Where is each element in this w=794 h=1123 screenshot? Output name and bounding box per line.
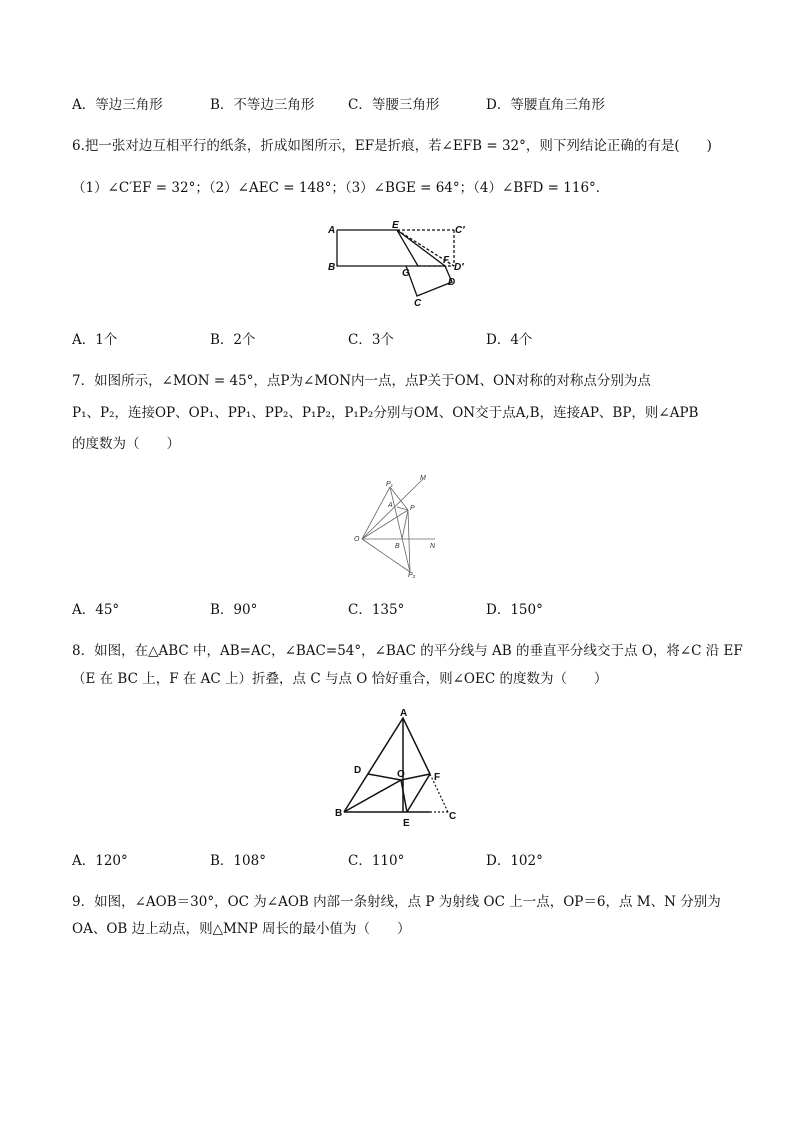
q7-label-b: B [395,543,400,550]
q7-segment-op1 [362,487,390,539]
q8-option-d: D．102° [486,853,543,869]
q5-option-c: C．等腰三角形 [348,97,440,113]
q8-option-c: C．110° [348,853,405,869]
q7-label-p1: P₁ [386,481,393,488]
q7-option-d: D．150° [486,602,543,618]
q8-segment-oe [401,780,407,812]
q6-conclusions: （1）∠C′EF = 32°；（2）∠AEC = 148°；（3）∠BGE = 64°；（4）∠BFD = 116°． [72,180,610,196]
q6-option-d: D．4个 [486,332,533,348]
q7-label-n: N [430,543,436,550]
q9-line-1: 9．如图，∠AOB＝30°，OC 为∠AOB 内部一条射线，点 P 为射线 OC 上一点，OP＝6，点 M、N 分别为 [72,894,721,910]
q8-line-1: 8．如图，在△ABC 中，AB=AC，∠BAC=54°，∠BAC 的平分线与 AB 的垂直平分线交于点 O，将∠C 沿 EF [72,643,743,659]
q7-line-2: P₁、P₂，连接OP、OP₁、PP₁、PP₂、P₁P₂，P₁P₂分别与OM、ON交于点A,B，连接AP、BP，则∠APB [72,405,699,421]
q6-label-c1: C′ [455,225,465,236]
q6-label-a: A [328,225,336,236]
q6-stem: 6.把一张对边互相平行的纸条，折成如图所示，EF是折痕，若∠EFB = 32°，则下列结论正确的有是( ) [72,138,712,154]
q6-option-a: A．1个 [72,332,118,348]
q6-label-c: C [414,298,422,309]
q8-label-c: C [449,811,457,822]
q7-label-a: A [388,502,393,509]
q8-fold-ef [407,774,430,812]
q7-option-a: A．45° [72,602,120,618]
q7-segment-op2 [362,539,410,572]
q7-label-o: O [354,536,360,543]
q6-option-c: C．3个 [348,332,394,348]
q6-figure [320,218,480,310]
q8-segment-of [401,774,430,780]
q8-figure [330,706,465,831]
q6-option-b: B．2个 [210,332,256,348]
q6-label-d1: D′ [454,262,464,273]
q5-option-b: B．不等边三角形 [210,97,315,113]
q6-label-f: F [443,255,450,266]
q7-label-p: P [410,505,415,512]
q7-line-3: 的度数为（ ） [72,436,180,452]
q8-option-a: A．120° [72,853,128,869]
q6-label-d: D [448,277,456,288]
q9-line-2: OA、OB 边上动点，则△MNP 周长的最小值为（ ） [72,921,411,937]
q6-label-b: B [328,262,336,273]
q8-line-2: （E 在 BC 上，F 在 AC 上）折叠，点 C 与点 O 恰好重合，则∠OEC 的度数为（ ） [72,671,608,687]
q8-label-d: D [354,765,362,776]
q8-label-a: A [400,708,408,719]
q8-label-e: E [403,818,410,829]
q5-option-a: A．等边三角形 [72,97,163,113]
q7-segment-pp2 [408,510,410,572]
q6-folded-part [406,266,452,296]
q7-figure [350,472,450,578]
q8-label-o: O [397,769,405,780]
q7-label-p2: P₂ [408,572,416,578]
q5-option-d: D．等腰直角三角形 [486,97,605,113]
q6-fold-line [397,230,445,266]
q7-label-m: M [420,475,426,482]
q6-label-e: E [392,220,399,231]
q7-option-c: C．135° [348,602,405,618]
q8-option-b: B．108° [210,853,266,869]
q6-label-g: G [402,268,410,279]
q7-segment-bp [402,510,408,539]
q7-line-1: 7．如图所示，∠MON = 45°，点P为∠MON内一点，点P关于OM、ON对称的对称点分别为点 [72,373,651,389]
q7-option-b: B．90° [210,602,258,618]
q8-segment-bo [344,780,401,812]
q8-label-b: B [335,808,343,819]
q8-label-f: F [434,772,441,783]
